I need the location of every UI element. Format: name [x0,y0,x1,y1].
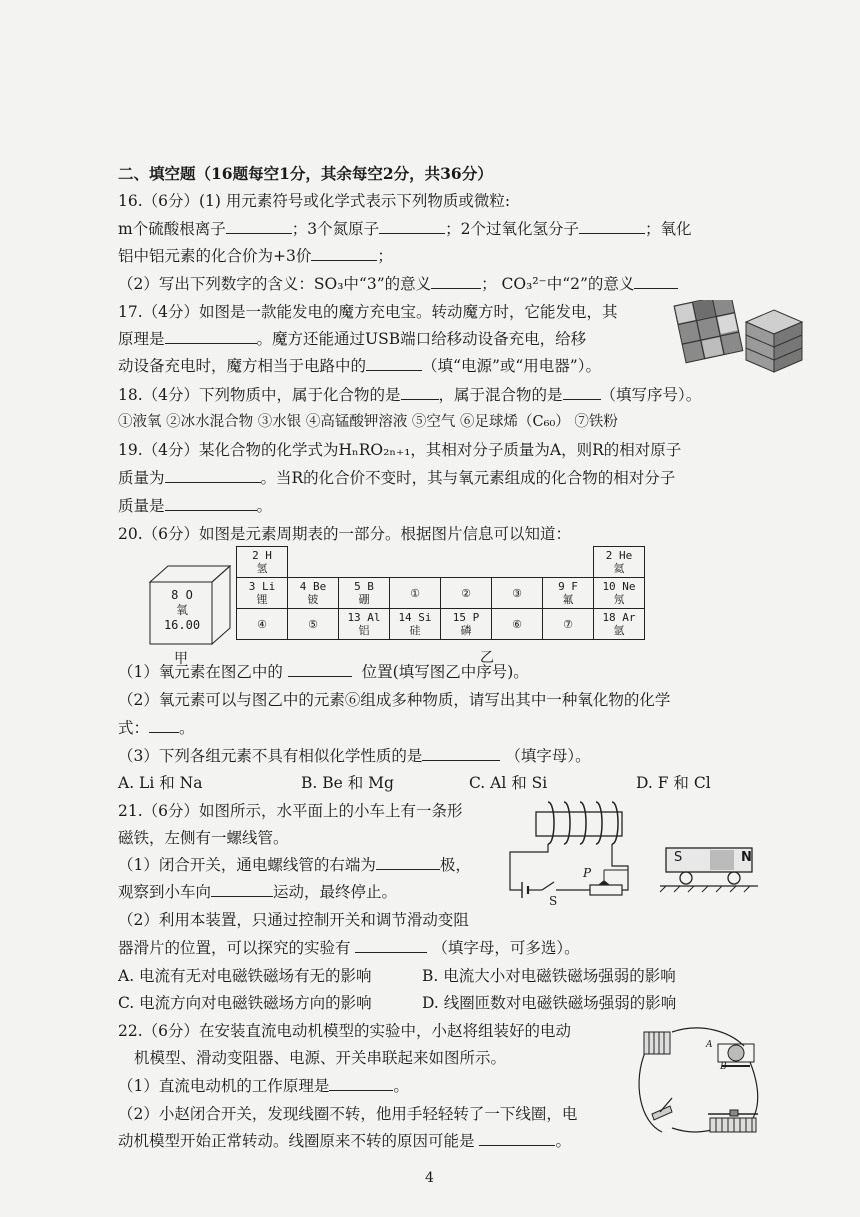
slider-p-label: P [583,866,592,880]
pt-cell-al: 13 Al 铝 [339,609,390,640]
oxygen-mass: 16.00 [163,618,201,632]
q20-option-c[interactable]: C. Al 和 Si [469,774,548,792]
pt-cell-li: 3 Li 锂 [237,578,288,609]
switch-s-label: S [549,894,558,908]
oxygen-name: 氧 [175,603,188,617]
motor-label-a: A [706,1040,713,1050]
q22-text-a: （1）直流电动机的工作原理是 [118,1077,330,1095]
page-number: 4 [425,1170,434,1186]
q21-text-d: 运动，最终停止。 [273,883,398,901]
q20-sub3 [118,746,591,766]
pt-cell-h: 2 H 氢 [237,547,288,578]
q16-text-f: （2）写出下列数字的含义：SO₃中“3”的意义 [118,275,432,293]
q18-text-a: 18.（4分）下列物质中，属于化合物的是 [118,386,401,404]
motor-circuit-diagram [632,1022,764,1146]
q16-text-c: ；2个过氧化氢分子 [445,220,579,238]
q16-line2 [118,219,691,239]
motor-label-b: B [720,1062,727,1072]
q21-text-b: 极， [439,856,471,874]
magic-cube-charger-image [666,300,806,380]
q21-blank-1[interactable] [376,855,440,870]
pt-cell-2: ② [441,578,492,609]
q19-blank-2[interactable] [165,496,257,511]
q22-text-b: 。 [393,1077,409,1095]
pt-cell-4: ④ [237,609,288,640]
q21-blank-3[interactable] [355,938,427,953]
q16-blank-4[interactable] [311,246,377,261]
q16-blank-3[interactable] [579,219,645,234]
q20-blank-2[interactable] [149,718,179,733]
q20-option-a[interactable]: A. Li 和 Na [118,774,203,792]
pt-cell-be: 4 Be 铍 [288,578,339,609]
q17-line3 [118,356,601,376]
pt-cell-p: 15 P 磷 [441,609,492,640]
pt-cell-he: 2 He 氦 [594,547,645,578]
q20-sub2: （2）氧元素可以与图乙中的元素⑥组成多种物质，请写出其中一种氧化物的化学 [118,691,671,709]
q16-blank-5[interactable] [431,274,481,289]
q16-line4 [118,274,678,294]
q17-text-b: 。魔方还能通过USB端口给移动设备充电，给移 [256,330,587,348]
q20-text-b: 位置(填写图乙中序号)。 [361,663,529,681]
q19-line1: 19.（4分）某化合物的化学式为HₙRO₂ₙ₊₁，其相对分子质量为A，则R的相对原子 [118,441,682,459]
magnet-n-label: N [741,850,752,865]
q19-text-a: 质量为 [118,469,165,487]
q20-blank-3[interactable] [422,746,500,761]
q21-line4 [118,882,397,902]
q19-blank-1[interactable] [165,468,261,483]
q17-line1: 17.（4分）如图是一款能发电的魔方充电宝。转动魔方时，它能发电，其 [118,303,618,321]
q21-line1: 21.（6分）如图所示，水平面上的小车上有一条形 [118,802,463,820]
pt-cell-7: ⑦ [543,609,594,640]
q22-blank-2[interactable] [479,1131,555,1146]
q17-text-d: （填“电源”或“用电器”）。 [422,357,601,375]
q19-text-b: 。当R的化合价不变时，其与氧元素组成的化合物的相对分子 [260,469,676,487]
oxygen-number: 8 O [171,588,193,602]
q19-text-d: 。 [256,497,273,515]
pt-cell-1: ① [390,578,441,609]
q18-blank-2[interactable] [563,385,601,400]
label-jia: 甲 [174,651,188,667]
q20-text-d: 。 [179,719,195,737]
pt-empty [288,547,339,578]
magnet-s-label: S [674,850,683,865]
q16-text-e: 铝中铝元素的化合价为+3价 [118,247,312,265]
q19-text-c: 质量是 [118,497,165,515]
q18-blank-1[interactable] [401,385,439,400]
q16-text-a: m个硫酸根离子 [118,220,226,238]
q16-blank-2[interactable] [379,219,445,234]
periodic-table [236,546,645,640]
q16-line1: 16.（6分）(1) 用元素符号或化学式表示下列物质或微粒: [118,192,511,210]
q21-option-a[interactable]: A. 电流有无对电磁铁磁场有无的影响 [118,967,372,985]
q22-text-c: 动机模型开始正常转动。线圈原来不转的原因可能是 [118,1132,475,1150]
q22-line5 [118,1131,571,1151]
q20-text-a: （1）氧元素在图乙中的 [118,663,283,681]
solenoid-circuit-diagram [500,796,760,908]
pt-cell-3: ③ [492,578,543,609]
section-title: 二、填空题（16题每空1分，其余每空2分，共36分） [118,164,493,183]
q21-text-a: （1）闭合开关，通电螺线管的右端为 [118,856,376,874]
q20-sub2-cont [118,718,195,738]
q18-line1 [118,385,701,405]
q16-blank-1[interactable] [226,219,292,234]
oxygen-box-text [152,588,212,633]
q20-sub1 [118,662,529,682]
label-yi: 乙 [480,650,494,666]
q22-line3 [118,1076,409,1096]
q17-text-c: 动设备充电时，魔方相当于电路中的 [118,357,367,375]
q22-line1: 22.（6分）在安装直流电动机模型的实验中，小赵将组装好的电动 [118,1022,572,1040]
q16-blank-6[interactable] [634,274,678,289]
q17-text-a: 原理是 [118,330,165,348]
q22-text-d: 。 [555,1132,571,1150]
pt-cell-6: ⑥ [492,609,543,640]
q21-option-b[interactable]: B. 电流大小对电磁铁磁场强弱的影响 [422,967,676,985]
pt-cell-5: ⑤ [288,609,339,640]
q18-options: ①液氧 ②冰水混合物 ③水银 ④高锰酸钾溶液 ⑤空气 ⑥足球烯（C₆₀） ⑦铁粉 [118,414,618,430]
q22-blank-1[interactable] [329,1076,393,1091]
q16-text-b: ；3个氮原子 [291,220,380,238]
q21-line5: （2）利用本装置，只通过控制开关和调节滑动变阻 [118,911,469,929]
q21-line3 [118,855,471,875]
q21-text-e: 器滑片的位置，可以探究的实验有 [118,939,351,957]
q17-blank-1[interactable] [165,329,257,344]
q20-blank-1[interactable] [288,662,352,677]
pt-cell-ar: 18 Ar 氩 [594,609,645,640]
q17-line2 [118,329,586,349]
pt-cell-si: 14 Si 硅 [390,609,441,640]
q16-text-d: ；氧化 [644,220,692,238]
q21-text-f: （填字母，可多选）。 [432,939,580,957]
q20-option-d[interactable]: D. F 和 Cl [636,774,711,792]
q21-option-c[interactable]: C. 电流方向对电磁铁磁场方向的影响 [118,994,372,1012]
q17-blank-2[interactable] [366,356,422,371]
q21-line6 [118,938,580,958]
q16-line3: 铝中铝元素的化合价为+3价 ； [118,247,393,265]
q18-text-c: （填写序号）。 [600,386,702,404]
q20-line1: 20.（6分）如图是元素周期表的一部分。根据图片信息可以知道： [118,525,572,543]
pt-cell-f: 9 F 氟 [543,578,594,609]
q19-line3 [118,496,272,516]
q22-line2: 机模型、滑动变阻器、电源、开关串联起来如图所示。 [134,1049,507,1067]
q21-blank-2[interactable] [211,882,273,897]
q16-text-g: ； CO₃²⁻中“2”的意义 [481,275,635,293]
q18-text-b: ，属于混合物的是 [438,386,563,404]
q20-text-e: （3）下列各组元素不具有相似化学性质的是 [118,747,423,765]
pt-cell-ne: 10 Ne 氖 [594,578,645,609]
q20-text-f: （填字母）。 [505,747,591,765]
pt-cell-b: 5 B 硼 [339,578,390,609]
q20-text-c: 式： [118,719,150,737]
q20-option-b[interactable]: B. Be 和 Mg [301,774,394,792]
q21-option-d[interactable]: D. 线圈匝数对电磁铁磁场强弱的影响 [422,994,677,1012]
q21-text-c: 观察到小车向 [118,883,212,901]
q19-line2 [118,468,675,488]
q22-line4: （2）小赵闭合开关，发现线圈不转，他用手轻轻转了一下线圈，电 [118,1105,578,1123]
q21-line2: 磁铁，左侧有一螺线管。 [118,829,289,847]
